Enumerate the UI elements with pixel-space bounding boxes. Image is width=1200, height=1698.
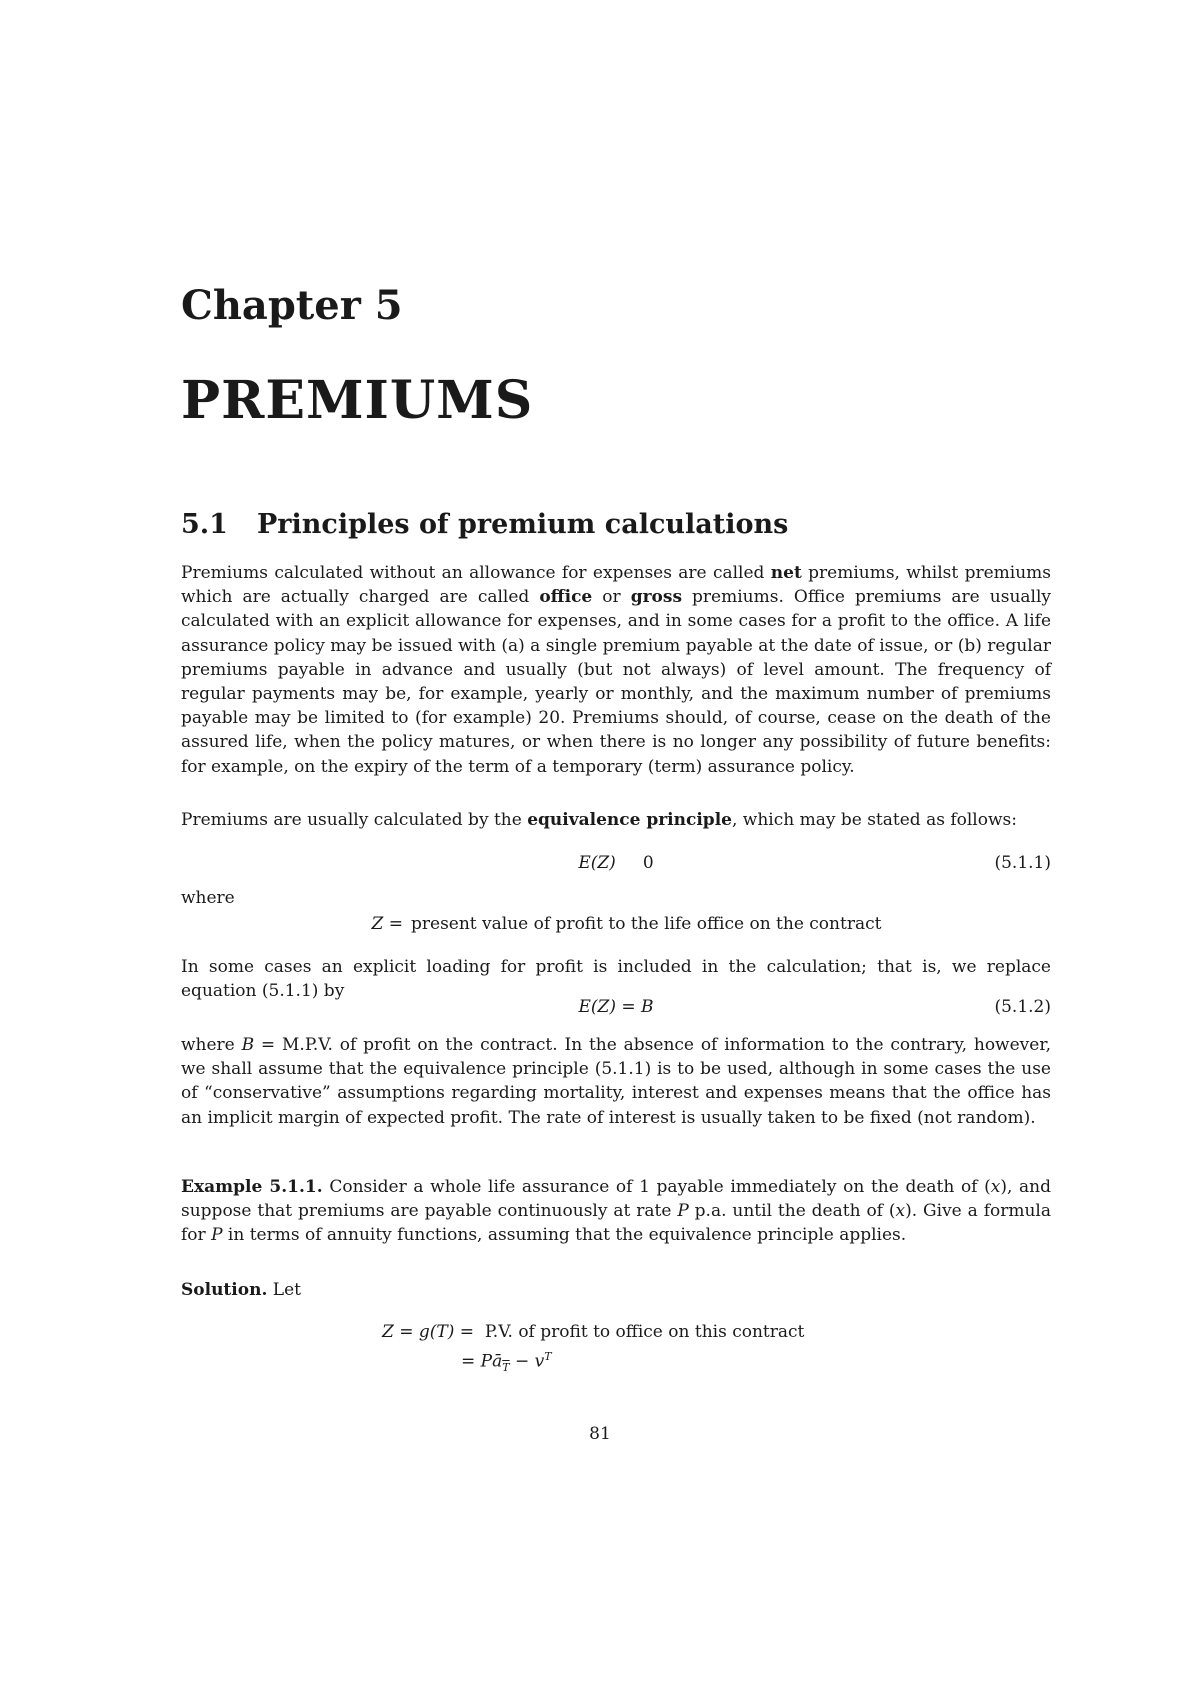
section-heading bbox=[181, 509, 788, 540]
example-5-1-1 bbox=[181, 1175, 1051, 1248]
paragraph-net-gross bbox=[181, 561, 1051, 779]
solution-rhs: P.V. of profit to office on this contract bbox=[484, 1322, 805, 1342]
math-var: P bbox=[677, 1201, 689, 1222]
text-run: , which may be stated as follows: bbox=[731, 810, 1017, 830]
minus-sign: − bbox=[509, 1351, 535, 1372]
equals-sign: = bbox=[461, 1351, 476, 1372]
annuity-symbol: ā bbox=[492, 1351, 503, 1372]
annuity-subscript: T bbox=[502, 1361, 510, 1375]
solution-line-2 bbox=[461, 1350, 552, 1374]
definition-z bbox=[352, 914, 881, 934]
bold-term-equivalence-principle: equivalence principle bbox=[527, 810, 732, 830]
bold-term-gross: gross bbox=[630, 587, 683, 608]
section-number: 5.1 bbox=[181, 509, 228, 540]
equation-tag: (5.1.1) bbox=[994, 853, 1051, 873]
math-var: x bbox=[895, 1201, 906, 1222]
page-number: 81 bbox=[589, 1424, 611, 1444]
bold-term-net: net bbox=[770, 563, 802, 583]
math-var: B bbox=[241, 1035, 255, 1055]
text-run: Let bbox=[267, 1280, 301, 1300]
paragraph-mpv bbox=[181, 1033, 1051, 1130]
chapter-label: Chapter 5 bbox=[181, 282, 403, 329]
text-run: = M.P.V. of profit on the contract. In the absence of information to the contrary, however, we shall assume that the equivalence principle (5.1.1) is to be used, although in some cases the use of “conservative” assumptions regarding mortality, interest and expenses means that the office has an implicit margin of expected profit. The rate of interest is usually taken to be fixed (not random). bbox=[181, 1035, 1051, 1128]
math-var: P bbox=[480, 1351, 493, 1372]
equation-5-1-2 bbox=[181, 997, 1051, 1023]
equation-body bbox=[181, 997, 1051, 1017]
solution-intro bbox=[181, 1278, 1051, 1302]
text-run: ), and suppose that premiums are payable continuously at rate bbox=[181, 1177, 1052, 1222]
section-title: Principles of premium calculations bbox=[257, 509, 789, 540]
text-run: Consider a whole life assurance of 1 payable immediately on the death of ( bbox=[322, 1177, 991, 1197]
solution-label: Solution. bbox=[181, 1280, 268, 1300]
superscript: T bbox=[544, 1350, 552, 1363]
definition-rhs: present value of profit to the life office on the contract bbox=[411, 914, 882, 934]
where-label: where bbox=[181, 888, 235, 908]
text-run: ). Give a formula for bbox=[181, 1201, 1051, 1246]
definition-lhs: Z = bbox=[371, 914, 403, 934]
equation-tag: (5.1.2) bbox=[994, 997, 1051, 1017]
text-run: or bbox=[592, 587, 631, 608]
text-run: premiums. Office premiums are usually calculated with an explicit allowance for expenses, and in some cases for a profit to the office. A life assurance policy may be issued with (a) a single premium payable at the date of issue, or (b) regular premiums payable in advance and usually (but not always) of level amount. The frequency of regular payments may be, for example, yearly or monthly, and the maximum number of premiums payable may be limited to (for example) 20. Premiums should, of course, cease on the death of the assured life, when the policy matures, or when there is no longer any possibility of future benefits: for example, on the expiry of the term of a temporary (term) assurance policy. bbox=[181, 587, 1052, 777]
text-run: Premiums calculated without an allowance for expenses are called bbox=[181, 563, 771, 583]
text-run: Premiums are usually calculated by the bbox=[181, 810, 528, 830]
text-run: p.a. until the death of ( bbox=[688, 1201, 896, 1222]
paragraph-profit-loading: In some cases an explicit loading for profit is included in the calculation; that is, we replace equation (5.1.1) by bbox=[181, 957, 1051, 1002]
equation-body bbox=[181, 853, 1051, 873]
paragraph-equivalence bbox=[181, 808, 1051, 832]
bold-term-office: office bbox=[539, 587, 593, 608]
equation-5-1-1 bbox=[181, 853, 1051, 879]
example-label: Example 5.1.1. bbox=[181, 1177, 323, 1197]
solution-lhs: Z = g(T) = bbox=[382, 1322, 474, 1342]
equation-lhs: E(Z) = B bbox=[578, 997, 654, 1017]
text-run: in terms of annuity functions, assuming that the equivalence principle applies. bbox=[222, 1225, 907, 1246]
equation-lhs: E(Z) bbox=[578, 853, 616, 873]
text-run: where bbox=[181, 1035, 242, 1055]
equation-rhs: 0 bbox=[642, 853, 654, 873]
math-var: v bbox=[534, 1351, 545, 1372]
solution-line-1 bbox=[382, 1322, 804, 1342]
chapter-title: PREMIUMS bbox=[181, 370, 534, 431]
math-var: P bbox=[211, 1225, 223, 1246]
text-run: premiums, whilst premiums which are actually charged are called bbox=[181, 563, 1051, 608]
math-var: x bbox=[990, 1177, 1001, 1197]
